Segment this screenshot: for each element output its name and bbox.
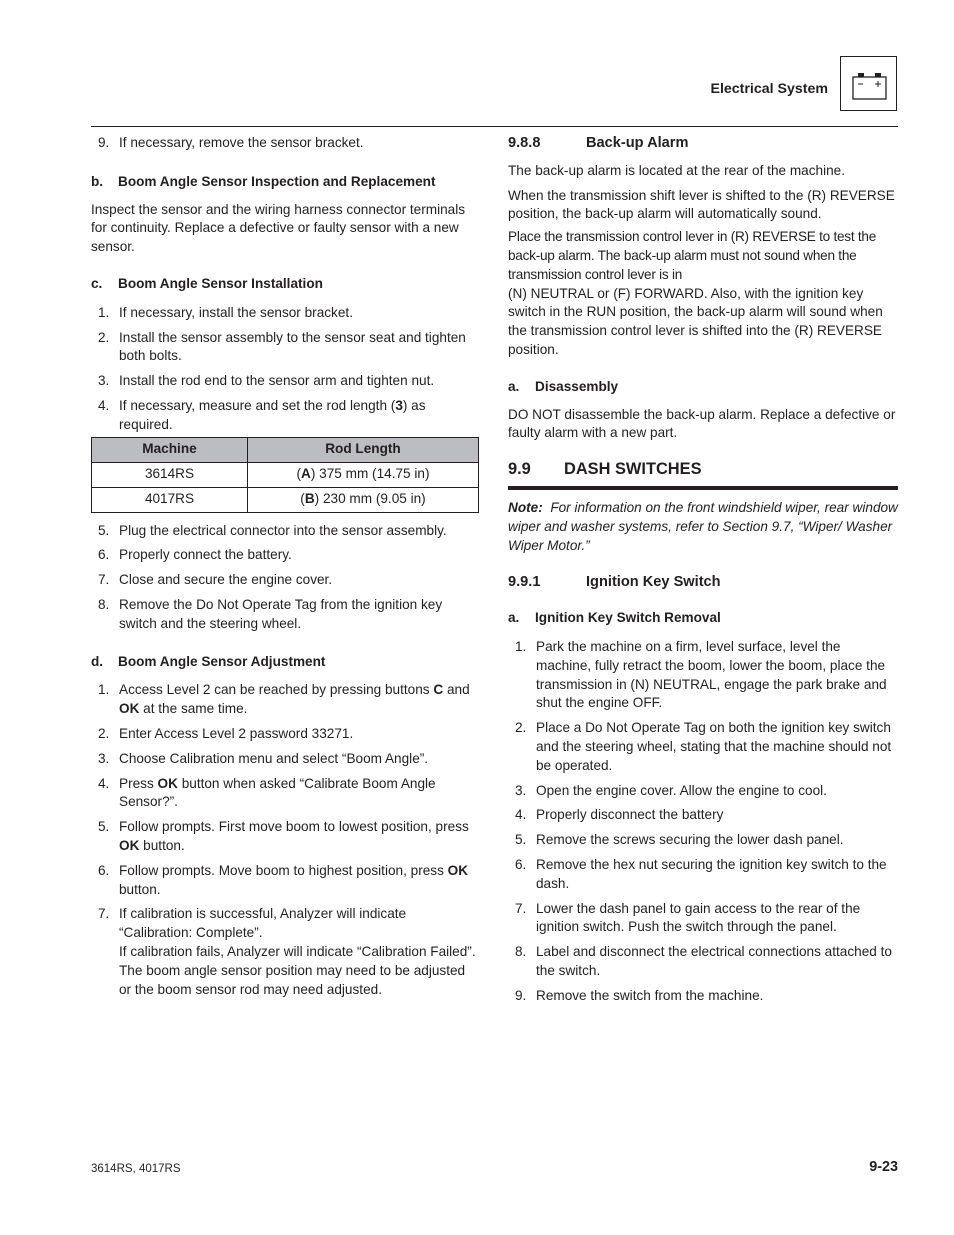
- step-text: [119, 905, 479, 999]
- step-text: [119, 862, 479, 900]
- list-item: [91, 304, 479, 323]
- step-text: [119, 681, 479, 719]
- list-item: [508, 900, 898, 938]
- subheading-letter: d.: [91, 653, 104, 669]
- step-text: Enter Access Level 2 password 33271.: [119, 725, 354, 741]
- rod-length-cell: [248, 487, 479, 512]
- table-header-row: [92, 437, 479, 462]
- subheading-b: [91, 173, 479, 192]
- step-text: Plug the electrical connector into the sensor assembly.: [119, 522, 447, 538]
- subheading-a: [508, 378, 898, 397]
- list-item: [91, 372, 479, 391]
- footer-models: 3614RS, 4017RS: [91, 1163, 181, 1175]
- step-text: Remove the screws securing the lower dash panel.: [536, 832, 844, 848]
- step-number: 5.: [98, 522, 110, 538]
- step-number: 1.: [98, 682, 110, 698]
- step-text: Choose Calibration menu and select “Boom Angle”.: [119, 750, 429, 766]
- paragraph: DO NOT disassemble the back-up alarm. Replace a defective or faulty alarm with a new part.: [508, 406, 896, 441]
- list-item: [91, 681, 479, 719]
- step-number: 2.: [98, 329, 110, 345]
- step-text: Close and secure the engine cover.: [119, 572, 333, 588]
- rod-length-cell: [248, 462, 479, 487]
- page-number: 9-23: [869, 1159, 898, 1175]
- paragraph: Place the transmission control lever in (R) REVERSE to test the back-up alarm. The back-up alarm must not sound when the transmission control lever is in: [508, 229, 877, 282]
- text-run: (: [300, 491, 305, 507]
- step-number: 2.: [515, 720, 527, 736]
- table-row: [92, 462, 479, 487]
- right-column: [508, 134, 898, 1005]
- list-item: [91, 134, 479, 153]
- list-item: [508, 856, 898, 894]
- installation-steps: [91, 304, 479, 435]
- text-run: at the same time.: [139, 701, 248, 717]
- paragraph: (N) NEUTRAL or (F) FORWARD. Also, with the ignition key switch in the RUN position, the back-up alarm will sound when the transmission control lever is shifted into the (R) REVERSE position.: [508, 285, 883, 357]
- heading-number: 9.8.8: [508, 135, 541, 151]
- text-run: and: [443, 682, 470, 698]
- list-item: [91, 329, 479, 367]
- heading-number: 9.9: [508, 460, 531, 479]
- step-text: Remove the hex nut securing the ignition key switch to the dash.: [536, 856, 887, 891]
- text-run: button.: [139, 837, 185, 853]
- step-number: 1.: [98, 304, 110, 320]
- step-number: 2.: [98, 725, 110, 741]
- step-number: 7.: [98, 572, 110, 588]
- text-run: Follow prompts. First move boom to lowest position, press: [119, 819, 469, 835]
- list-item: [508, 987, 898, 1006]
- list-item: [91, 571, 479, 590]
- text-run: ) 230 mm (9.05 in): [314, 491, 426, 507]
- heading-title: DASH SWITCHES: [564, 460, 702, 479]
- left-column: [91, 134, 479, 999]
- battery-icon-box: [840, 56, 897, 111]
- step-text: Park the machine on a firm, level surface, level the machine, fully retract the boom, lower the boom, place the transmission in (N) NEUTRAL, engage the park brake and shut the engine OFF.: [536, 638, 887, 711]
- removal-steps: [508, 638, 898, 1006]
- step-number: 6.: [98, 862, 110, 878]
- column-header-machine: Machine: [92, 437, 248, 462]
- list-item: [91, 725, 479, 744]
- header-rule: [91, 126, 898, 127]
- subheading-title: Ignition Key Switch Removal: [535, 610, 721, 626]
- subheading-a-removal: [508, 609, 898, 628]
- list-item: [91, 750, 479, 769]
- step-text: Install the rod end to the sensor arm and tighten nut.: [119, 373, 435, 389]
- step-text: Place a Do Not Operate Tag on both the ignition key switch and the steering wheel, stating that the machine should not be operated.: [536, 720, 892, 773]
- step-text: If necessary, install the sensor bracket.: [119, 304, 353, 320]
- step-number: 7.: [98, 906, 110, 922]
- list-item: [91, 818, 479, 856]
- subheading-letter: a.: [508, 378, 520, 394]
- step-number: 8.: [515, 944, 527, 960]
- text-run: button.: [119, 881, 161, 897]
- bold-callout: 3: [395, 397, 403, 413]
- list-item: [508, 638, 898, 713]
- subheading-letter: a.: [508, 610, 520, 626]
- section-title: Electrical System: [710, 81, 828, 97]
- note: [508, 499, 898, 555]
- button-name: OK: [447, 862, 469, 878]
- paragraph: When the transmission shift lever is shifted to the (R) REVERSE position, the back-up alarm will automatically sound.: [508, 187, 895, 222]
- text-run: (: [296, 466, 302, 482]
- installation-steps-continued: [91, 522, 479, 634]
- step-text: Label and disconnect the electrical connections attached to the switch.: [536, 944, 892, 978]
- list-item: [508, 831, 898, 850]
- heading-title: Back-up Alarm: [586, 135, 689, 151]
- text-run: Press: [119, 775, 158, 791]
- step-text: Open the engine cover. Allow the engine to cool.: [536, 782, 827, 798]
- note-label: Note:: [508, 499, 543, 515]
- subheading-c: [91, 275, 479, 294]
- heading-9-9: [508, 460, 898, 490]
- paragraph: The back-up alarm is located at the rear of the machine.: [508, 162, 845, 178]
- subheading-title: Disassembly: [535, 378, 619, 394]
- list-item: [508, 943, 898, 981]
- step-number: 5.: [98, 819, 110, 835]
- list-item: [508, 719, 898, 775]
- step-number: 4.: [98, 775, 110, 791]
- step-text: Lower the dash panel to gain access to the rear of the ignition switch. Push the switch through the panel.: [536, 900, 861, 935]
- callout-letter: A: [301, 466, 311, 482]
- list-item: [508, 806, 898, 825]
- step-text: Remove the switch from the machine.: [536, 987, 764, 1003]
- removal-step-9: [91, 134, 479, 153]
- text-run: button when asked “Calibrate Boom Angle Sensor?”.: [119, 775, 436, 810]
- step-number: 3.: [98, 373, 110, 389]
- subheading-letter: c.: [91, 275, 103, 291]
- list-item: [91, 905, 479, 999]
- step-text: Install the sensor assembly to the sensor seat and tighten both bolts.: [119, 329, 466, 364]
- step-number: 4.: [515, 807, 527, 823]
- step-text: Properly connect the battery.: [119, 547, 292, 563]
- list-item: [91, 775, 479, 813]
- list-item: [91, 397, 479, 435]
- subheading-d: [91, 653, 479, 672]
- list-item: [91, 862, 479, 900]
- step-number: 4.: [98, 397, 110, 413]
- list-item: [91, 522, 479, 541]
- battery-icon: [841, 57, 896, 110]
- subheading-letter: b.: [91, 173, 104, 189]
- callout-letter: B: [304, 491, 315, 507]
- subheading-title: Boom Angle Sensor Adjustment: [118, 653, 326, 669]
- step-number: 6.: [515, 856, 527, 872]
- button-name: OK: [119, 837, 140, 853]
- text-run: Access Level 2 can be reached by pressing buttons: [119, 682, 434, 698]
- note-text: For information on the front windshield wiper, rear window wiper and washer systems, refer to Section 9.7, “Wiper/ Washer Wiper Motor.”: [508, 499, 898, 553]
- step-number: 9.: [98, 135, 110, 150]
- heading-9-8-8: [508, 134, 898, 153]
- list-item: [508, 782, 898, 801]
- text-run: ) as required.: [119, 397, 426, 432]
- heading-title: Ignition Key Switch: [586, 574, 721, 591]
- column-header-rod-length: Rod Length: [248, 437, 479, 462]
- inspection-paragraph: Inspect the sensor and the wiring harness connector terminals for continuity. Replace a defective or faulty sensor with a new sensor.: [91, 201, 466, 255]
- step-number: 1.: [515, 638, 527, 654]
- text-line: If calibration fails, Analyzer will indicate “Calibration Failed”. The boom angle sensor position may need to be adjusted or the boom sensor rod may need adjusted.: [119, 943, 476, 997]
- step-text: [119, 818, 479, 856]
- step-text: [119, 397, 479, 435]
- subheading-title: Boom Angle Sensor Installation: [118, 275, 323, 291]
- machine-cell: 3614RS: [92, 462, 248, 487]
- text-run: If necessary, measure and set the rod length (: [119, 397, 396, 413]
- list-item: [91, 596, 479, 634]
- step-number: 9.: [515, 987, 527, 1003]
- step-number: 6.: [98, 547, 110, 563]
- subheading-title: Boom Angle Sensor Inspection and Replacement: [118, 173, 436, 189]
- step-number: 3.: [98, 750, 110, 766]
- list-item: [91, 546, 479, 565]
- heading-number: 9.9.1: [508, 574, 541, 591]
- step-number: 3.: [515, 782, 527, 798]
- text-line: If calibration is successful, Analyzer will indicate “Calibration: Complete”.: [119, 906, 407, 941]
- step-text: [119, 775, 479, 813]
- machine-cell: 4017RS: [92, 487, 248, 512]
- text-run: Follow prompts. Move boom to highest position, press: [119, 862, 448, 878]
- table-row: [92, 487, 479, 512]
- button-name: OK: [157, 775, 178, 791]
- step-text: Properly disconnect the battery: [536, 807, 724, 823]
- step-number: 8.: [98, 596, 110, 612]
- text-run: ) 375 mm (14.75 in): [310, 466, 430, 482]
- button-name: OK: [119, 701, 140, 717]
- step-text: If necessary, remove the sensor bracket.: [119, 135, 364, 150]
- step-number: 7.: [515, 900, 527, 916]
- adjustment-steps: [91, 681, 479, 999]
- rod-length-table: [91, 437, 479, 513]
- step-text: Remove the Do Not Operate Tag from the ignition key switch and the steering wheel.: [119, 596, 443, 631]
- button-name: C: [433, 682, 444, 698]
- heading-9-9-1: [508, 573, 898, 592]
- step-number: 5.: [515, 832, 527, 848]
